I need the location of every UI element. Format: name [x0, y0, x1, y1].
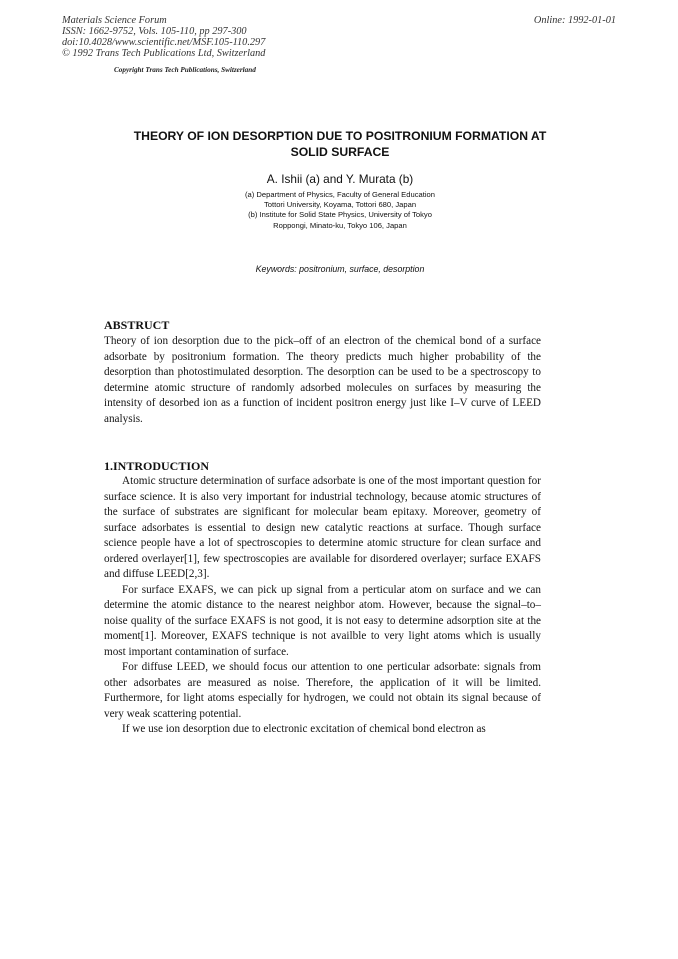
issn-line: ISSN: 1662-9752, Vols. 105-110, pp 297-300 — [62, 26, 247, 37]
copyright-stamp: Copyright Trans Tech Publications, Switzerland — [114, 66, 256, 74]
affiliation-line: (a) Department of Physics, Faculty of General Education — [245, 190, 435, 199]
online-date: Online: 1992-01-01 — [533, 15, 616, 26]
paragraph: For diffuse LEED, we should focus our attention to one perticular adsorbate: signals from other adsorbates are measured as noise. Therefore, the application of it will be limited. Furthermore, for light atoms especially for hydrogen, we could not obtain its signal because of very weak scattering potential. — [104, 661, 541, 720]
title-line-1: THEORY OF ION DESORPTION DUE TO POSITRONIUM FORMATION AT — [133, 129, 547, 143]
authors: A. Ishii (a) and Y. Murata (b) — [266, 172, 414, 186]
title-line-2: SOLID SURFACE — [290, 145, 390, 159]
copyright-line: © 1992 Trans Tech Publications Ltd, Switzerland — [62, 48, 266, 59]
abstract-body — [104, 334, 541, 427]
keywords: Keywords: positronium, surface, desorption — [255, 264, 425, 274]
doi-line: doi:10.4028/www.scientific.net/MSF.105-110.297 — [62, 37, 266, 48]
abstract-heading: ABSTRUCT — [104, 318, 170, 332]
paragraph: If we use ion desorption due to electronic excitation of chemical bond electron as — [122, 723, 486, 735]
journal-metadata — [62, 15, 265, 59]
introduction-body — [104, 474, 541, 738]
paragraph: For surface EXAFS, we can pick up signal from a perticular atom on surface and we can determine the atomic distance to the nearest neighbor atom. However, because the signal–to–noise quality of the surface EXAFS is not good, it is not easy to determine adsorption site at the moment[1]. Moreover, EXAFS technique is not availble to very light atoms which is usually most important contamination of surface. — [104, 583, 541, 658]
paragraph: Atomic structure determination of surface adsorbate is one of the most important question for surface science. It is also very important for industrial technology, because atomic structures of the surface of substrates are significant for molecular beam epitaxy. Moreover, geometry of surface adsorbates is essential to design new catalytic reactions at surface. Though surface science people have a lot of spectroscopies to determine atomic structure for clean surface and ordered overlayer[1], few spectroscopies are available for disordered overlayer; surface EXAFS and diffuse LEED[2,3]. — [104, 475, 541, 580]
affiliations — [100, 190, 580, 231]
abstract-text: Theory of ion desorption due to the pick–off of an electron of the chemical bond of a surface adsorbate by positronium formation. The theory predicts much higher probability of the desorption than photostimulated desorption. The desorption can be used to be a spectroscopy to determine atomic structure of randomly adsorbed molecules on surfaces by measuring the intensity of desorbed ion as a function of incident positron energy just like I–V curve of LEED analysis. — [104, 335, 541, 425]
affiliation-line: Tottori University, Koyama, Tottori 680, Japan — [263, 200, 417, 210]
affiliation-line: Roppongi, Minato-ku, Tokyo 106, Japan — [273, 220, 407, 230]
affiliation-line: (b) Institute for Solid State Physics, University of Tokyo — [248, 210, 432, 220]
paper-title — [100, 128, 580, 160]
introduction-heading: 1.INTRODUCTION — [104, 459, 210, 473]
journal-name: Materials Science Forum — [62, 15, 167, 26]
